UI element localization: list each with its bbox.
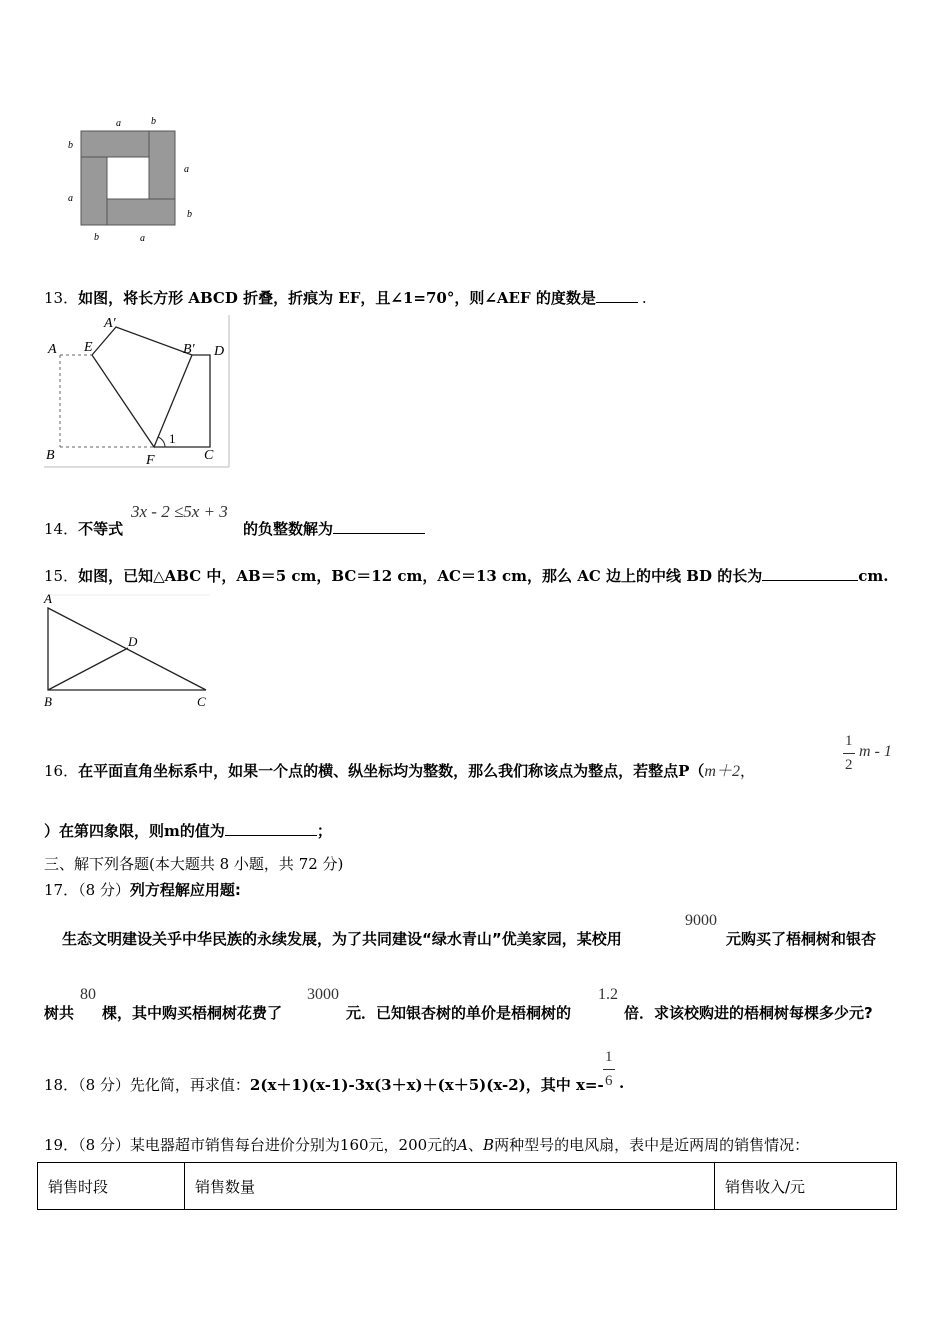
- label-D: D: [128, 634, 138, 649]
- q16-frac-bar: [843, 753, 855, 754]
- section-3-title: 三、解下列各题(本大题共 8 小题，共 72 分): [44, 855, 344, 873]
- q16-frac-num: 1: [845, 733, 853, 749]
- label-a-bottom: a: [140, 233, 145, 244]
- q14-answer-blank: [333, 519, 425, 534]
- header-quantity: 销售数量: [185, 1163, 715, 1210]
- q16-answer-blank: [225, 821, 317, 836]
- q19-text2: 两种型号的电风扇，表中是近两周的销售情况：: [494, 1136, 810, 1154]
- label-B-prime: B′: [183, 342, 195, 357]
- q16-number: 16．: [44, 762, 79, 780]
- q18-mid: ，其中 x=-: [525, 1076, 604, 1094]
- q13-number: 13．: [44, 289, 79, 307]
- q19-sep: 、: [468, 1136, 484, 1154]
- table-row: [38, 1163, 897, 1210]
- q17-score: （8 分）: [78, 881, 130, 899]
- q19-A: A: [457, 1136, 469, 1154]
- q14-inequality: 3x - 2 ≤5x + 3: [131, 502, 228, 521]
- q18-pre: 先化简，再求值：: [129, 1076, 250, 1094]
- label-E: E: [84, 340, 93, 355]
- question-16: [44, 758, 755, 781]
- question-17: [44, 879, 241, 900]
- q17-9000: 9000: [685, 912, 717, 929]
- q17-3000: 3000: [307, 986, 339, 1003]
- q15-answer-blank: [762, 566, 858, 581]
- q14-post: 的负整数解为: [243, 520, 334, 538]
- label-b-bottom: b: [94, 232, 99, 243]
- label-a-right: a: [184, 164, 189, 175]
- q16-m-plus-2: m＋2: [704, 763, 740, 780]
- label-b-left: b: [68, 140, 73, 151]
- q19-text: 某电器超市销售每台进价分别为160元，200元的: [129, 1136, 458, 1154]
- label-F: F: [146, 453, 155, 468]
- q16-text: 在平面直角坐标系中，如果一个点的横、纵坐标均为整数，那么我们称该点为整点，若整点P（: [78, 762, 705, 780]
- label-B: B: [44, 694, 52, 709]
- label-C: C: [204, 448, 214, 463]
- q19-B: B: [483, 1136, 495, 1154]
- q17-line2-b: 棵，其中购买梧桐树花费了: [102, 1004, 283, 1022]
- question-14: [44, 518, 123, 539]
- q19-score: （8 分）: [78, 1136, 130, 1154]
- label-b-top: b: [151, 116, 156, 127]
- q16-m-minus-1: m - 1: [859, 743, 892, 760]
- q18-frac-num: 1: [605, 1049, 613, 1065]
- label-a-top: a: [116, 118, 121, 129]
- q17-number: 17．: [44, 881, 79, 899]
- q13-end: .: [641, 289, 647, 307]
- q17-line1-a: 生态文明建设关乎中华民族的永续发展，为了共同建设“绿水青山”优美家园，某校用: [62, 930, 622, 948]
- q18-end: .: [619, 1074, 625, 1092]
- q14-number: 14．: [44, 520, 79, 538]
- q14-pre: 不等式: [78, 520, 124, 538]
- q13-text: 如图，将长方形 ABCD 折叠，折痕为 EF，且∠1=70°，则∠AEF 的度数是: [78, 289, 596, 307]
- q18-frac-bar: [603, 1069, 615, 1070]
- q16-comma: ，: [739, 762, 755, 780]
- q16-line2-pre: ）在第四象限，则m的值为: [44, 822, 225, 840]
- header-revenue: 销售收入/元: [715, 1163, 897, 1210]
- q16-frac-den: 2: [845, 757, 853, 773]
- question-15: [44, 565, 888, 586]
- q14-tail: [243, 518, 425, 539]
- label-A: A: [48, 342, 57, 357]
- q15-number: 15．: [44, 567, 79, 585]
- q18-number: 18．: [44, 1076, 79, 1094]
- q18-frac-den: 6: [605, 1073, 613, 1089]
- q15-text: 如图，已知△ABC 中，AB＝5 cm，BC＝12 cm，AC＝13 cm，那么 AC 边上的中线 BD 的长为: [78, 567, 763, 585]
- label-B: B: [46, 448, 55, 463]
- figure-square-frame: [60, 110, 210, 250]
- q17-line1-b: 元购买了梧桐树和银杏: [726, 930, 877, 948]
- label-A: A: [44, 591, 52, 606]
- figure-folded-rectangle: [44, 315, 232, 470]
- q18-expr: 2(x＋1)(x-1)-3x(3＋x)＋(x＋5)(x-2): [249, 1076, 526, 1094]
- label-C: C: [197, 694, 206, 709]
- q17-80: 80: [80, 986, 96, 1003]
- q17-1-2: 1.2: [598, 986, 618, 1003]
- figure-right-triangle: [40, 590, 220, 710]
- header-period: 销售时段: [38, 1163, 185, 1210]
- label-angle-1: 1: [169, 431, 176, 446]
- label-a-left: a: [68, 193, 73, 204]
- sales-table: [37, 1162, 897, 1210]
- q17-title: 列方程解应用题:: [129, 881, 241, 899]
- q17-line2-c: 元．已知银杏树的单价是梧桐树的: [346, 1004, 572, 1022]
- question-18: [44, 1074, 604, 1095]
- label-A-prime: A′: [104, 316, 116, 331]
- q17-line2-d: 倍．求该校购进的梧桐树每棵多少元?: [624, 1004, 873, 1022]
- label-b-right: b: [187, 209, 192, 220]
- q18-score: （8 分）: [78, 1076, 130, 1094]
- q16-line2-post: ；: [316, 822, 332, 840]
- question-13: [44, 287, 647, 308]
- q19-number: 19．: [44, 1136, 79, 1154]
- question-19: [44, 1134, 809, 1155]
- q15-unit: cm.: [858, 567, 889, 585]
- label-D: D: [214, 344, 225, 359]
- q13-answer-blank: [596, 288, 638, 303]
- q17-line2-a: 树共: [44, 1004, 75, 1022]
- question-16-line2: [44, 820, 332, 841]
